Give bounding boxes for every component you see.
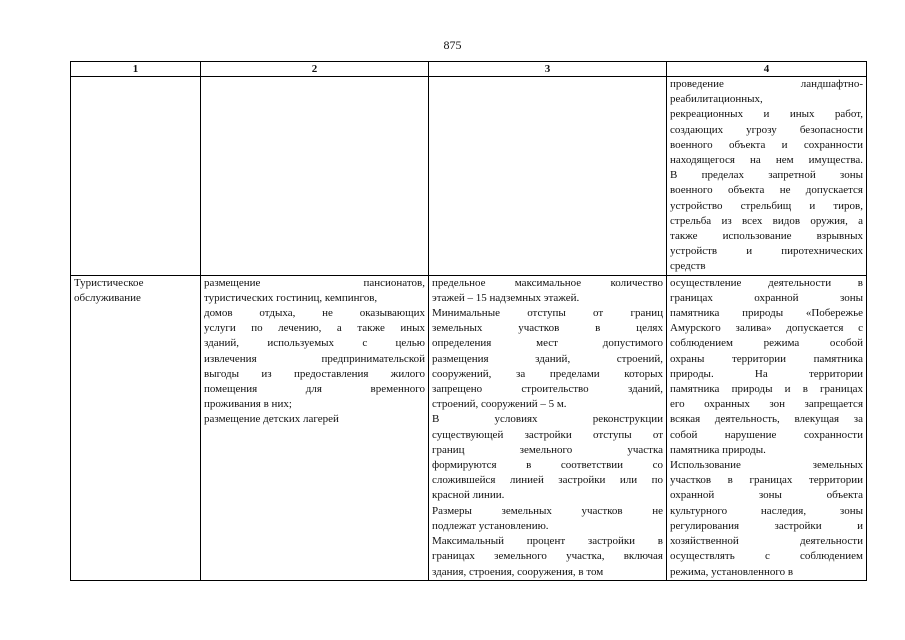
cell-line: также использование взрывных bbox=[670, 230, 863, 243]
cell-line: строений, сооружений – 5 м. bbox=[432, 398, 567, 411]
column-header-3: 3 bbox=[429, 62, 667, 77]
cell-line: границ земельного участка bbox=[432, 443, 663, 456]
cell-line: границах земельного участка, включая bbox=[432, 550, 663, 563]
cell-line: средств bbox=[670, 260, 706, 273]
page-number: 875 bbox=[443, 38, 462, 52]
cell-line: создающих угрозу безопасности bbox=[670, 123, 863, 136]
cell-line: услуги по лечению, а также иных bbox=[204, 322, 425, 335]
zoning-table bbox=[70, 61, 867, 581]
row2-use-name bbox=[71, 275, 201, 580]
cell-line: обслуживание bbox=[74, 291, 141, 304]
table-row bbox=[71, 275, 867, 580]
cell-line: осуществлять с соблюдением bbox=[670, 550, 863, 563]
row1-col3 bbox=[429, 77, 667, 276]
cell-line: извлечения предпринимательской bbox=[204, 352, 425, 365]
column-header-2: 2 bbox=[201, 62, 429, 77]
cell-line: культурного наследия, зоны bbox=[670, 504, 863, 517]
row2-permitted-use bbox=[201, 275, 429, 580]
cell-line: выгоды из предоставления жилого bbox=[204, 367, 425, 380]
row1-col4 bbox=[667, 77, 867, 276]
cell-line: памятника природы и в границах bbox=[670, 383, 863, 396]
cell-line: туристических гостиниц, кемпингов, bbox=[204, 291, 378, 304]
cell-line: режима, установленного в bbox=[670, 565, 794, 578]
cell-line: сложившейся линией застройки или по bbox=[432, 474, 663, 487]
cell-line: существующей застройки отступы от bbox=[432, 428, 663, 441]
cell-line: участков в границах территории bbox=[670, 474, 863, 487]
column-header-1: 1 bbox=[71, 62, 201, 77]
cell-line: проживания в них; bbox=[204, 398, 292, 411]
cell-line: рекреационных и иных работ, bbox=[670, 108, 863, 121]
cell-line: Туристическое bbox=[74, 276, 144, 289]
cell-line: сооружений, за пределами которых bbox=[432, 367, 663, 380]
cell-line: военного объекта и сохранности bbox=[670, 138, 863, 151]
cell-line: этажей – 15 надземных этажей. bbox=[432, 291, 580, 304]
row2-restrictions bbox=[667, 275, 867, 580]
cell-line: домов отдыха, не оказывающих bbox=[204, 307, 425, 320]
header-row bbox=[71, 62, 867, 77]
cell-line: формируются в соответствии со bbox=[432, 459, 663, 472]
table-row bbox=[71, 77, 867, 276]
cell-line: охранной зоны объекта bbox=[670, 489, 863, 502]
cell-line: В условиях реконструкции bbox=[432, 413, 663, 426]
cell-line: земельных участков в целях bbox=[432, 322, 663, 335]
cell-line: его охранных зон запрещается bbox=[670, 398, 863, 411]
cell-line: собой нарушение сохранности bbox=[670, 428, 863, 441]
cell-line: природы. На территории bbox=[670, 367, 863, 380]
cell-line: В пределах запретной зоны bbox=[670, 169, 863, 182]
cell-line: здания, строения, сооружения, в том bbox=[432, 565, 604, 578]
cell-line: Минимальные отступы от границ bbox=[432, 307, 663, 320]
cell-line: Максимальный процент застройки в bbox=[432, 535, 663, 548]
cell-line: Использование земельных bbox=[670, 459, 863, 472]
cell-line: Амурского залива» допускается с bbox=[670, 322, 863, 335]
row1-col2 bbox=[201, 77, 429, 276]
cell-line: охраны территории памятника bbox=[670, 352, 863, 365]
cell-line: военного объекта не допускается bbox=[670, 184, 863, 197]
cell-line: устройств и пиротехнических bbox=[670, 245, 863, 258]
cell-line: запрещено строительство зданий, bbox=[432, 383, 663, 396]
column-header-4: 4 bbox=[667, 62, 867, 77]
cell-line: находящегося на нем имущества. bbox=[670, 154, 863, 167]
cell-line: соблюдением режима особой bbox=[670, 337, 863, 350]
cell-line: определения мест допустимого bbox=[432, 337, 663, 350]
cell-line: размещения зданий, строений, bbox=[432, 352, 663, 365]
cell-line: подлежат установлению. bbox=[432, 519, 549, 532]
row2-parameters bbox=[429, 275, 667, 580]
cell-line: хозяйственной деятельности bbox=[670, 535, 863, 548]
cell-line: зданий, используемых с целью bbox=[204, 337, 425, 350]
cell-line: памятника природы. bbox=[670, 443, 766, 456]
cell-line: регулирования застройки и bbox=[670, 519, 863, 532]
cell-line: устройство стрельбищ и тиров, bbox=[670, 199, 863, 212]
cell-line: проведение ландшафтно- bbox=[670, 78, 863, 90]
cell-line: всякая деятельность, влекущая за bbox=[670, 413, 863, 426]
cell-line: Размеры земельных участков не bbox=[432, 504, 663, 517]
cell-line: границах охранной зоны bbox=[670, 291, 863, 304]
cell-line: реабилитационных, bbox=[670, 93, 763, 106]
cell-line: размещение детских лагерей bbox=[204, 413, 339, 426]
row1-col1 bbox=[71, 77, 201, 276]
cell-line: памятника природы «Побережье bbox=[670, 307, 863, 320]
cell-line: предельное максимальное количество bbox=[432, 276, 663, 289]
cell-line: осуществление деятельности в bbox=[670, 276, 863, 289]
cell-line: помещения для временного bbox=[204, 383, 425, 396]
cell-line: стрельба из всех видов оружия, а bbox=[670, 214, 863, 227]
cell-line: красной линии. bbox=[432, 489, 505, 502]
cell-line: размещение пансионатов, bbox=[204, 276, 425, 289]
